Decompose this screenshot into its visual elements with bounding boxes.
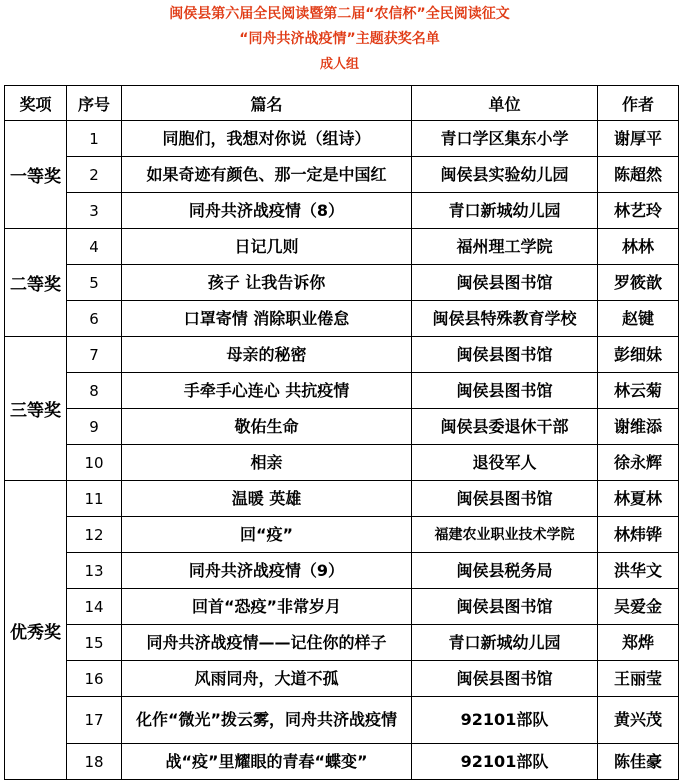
- table-row: [5, 553, 679, 589]
- title-cell: 手牵手心连心 共抗疫情: [122, 373, 412, 409]
- title-cell: 战“疫”里耀眼的青春“蝶变”: [122, 744, 412, 780]
- seq-cell: 1: [67, 121, 122, 157]
- unit-cell: 退役军人: [412, 445, 598, 481]
- title-cell: 同舟共济战疫情——记住你的样子: [122, 625, 412, 661]
- title-cell: 温暖 英雄: [122, 481, 412, 517]
- title-cell: 敬佑生命: [122, 409, 412, 445]
- table-header-row: [5, 86, 679, 121]
- author-cell: 林林: [598, 229, 679, 265]
- page-title: 闽侯县第六届全民阅读暨第二届“农信杯”全民阅读征文: [169, 6, 510, 22]
- author-cell: 吴爱金: [598, 589, 679, 625]
- table-row: [5, 409, 679, 445]
- award-third-prize: 三等奖: [5, 337, 67, 481]
- header-title: 篇名: [122, 86, 412, 121]
- table-row: [5, 265, 679, 301]
- seq-cell: 15: [67, 625, 122, 661]
- header-seq: 序号: [67, 86, 122, 121]
- award-excellence: 优秀奖: [5, 481, 67, 780]
- seq-cell: 14: [67, 589, 122, 625]
- seq-cell: 5: [67, 265, 122, 301]
- author-cell: 陈超然: [598, 157, 679, 193]
- seq-cell: 12: [67, 517, 122, 553]
- table-row: [5, 445, 679, 481]
- header-unit: 单位: [412, 86, 598, 121]
- table-row: [5, 661, 679, 697]
- author-cell: 谢维添: [598, 409, 679, 445]
- title-cell: 母亲的秘密: [122, 337, 412, 373]
- title-cell: 如果奇迹有颜色、那一定是中国红: [122, 157, 412, 193]
- author-cell: 谢厚平: [598, 121, 679, 157]
- seq-cell: 18: [67, 744, 122, 780]
- author-cell: 林炜铧: [598, 517, 679, 553]
- title-cell: 回“疫”: [122, 517, 412, 553]
- unit-cell: 闽侯县图书馆: [412, 661, 598, 697]
- seq-cell: 11: [67, 481, 122, 517]
- header-award: 奖项: [5, 86, 67, 121]
- title-cell: 风雨同舟，大道不孤: [122, 661, 412, 697]
- title-cell: 化作“微光”拨云雾，同舟共济战疫情: [122, 697, 412, 744]
- table-row: [5, 301, 679, 337]
- author-cell: 林艺玲: [598, 193, 679, 229]
- seq-cell: 16: [67, 661, 122, 697]
- author-cell: 林夏林: [598, 481, 679, 517]
- title-cell: 同舟共济战疫情（9）: [122, 553, 412, 589]
- table-row: [5, 517, 679, 553]
- author-cell: 徐永辉: [598, 445, 679, 481]
- table-row: [5, 744, 679, 780]
- seq-cell: 13: [67, 553, 122, 589]
- group-label: 成人组: [319, 57, 359, 72]
- unit-cell: 闽侯县图书馆: [412, 481, 598, 517]
- author-cell: 黄兴茂: [598, 697, 679, 744]
- document-header: [0, 0, 679, 78]
- author-cell: 彭细妹: [598, 337, 679, 373]
- unit-cell: 闽侯县图书馆: [412, 589, 598, 625]
- seq-cell: 9: [67, 409, 122, 445]
- title-cell: 相亲: [122, 445, 412, 481]
- title-cell: 同胞们，我想对你说（组诗）: [122, 121, 412, 157]
- unit-cell: 青口学区集东小学: [412, 121, 598, 157]
- author-cell: 赵键: [598, 301, 679, 337]
- table-row: [5, 229, 679, 265]
- seq-cell: 8: [67, 373, 122, 409]
- unit-cell: 92101部队: [412, 744, 598, 780]
- seq-cell: 6: [67, 301, 122, 337]
- award-first-prize: 一等奖: [5, 121, 67, 229]
- unit-cell: 青口新城幼儿园: [412, 625, 598, 661]
- unit-cell: 福州理工学院: [412, 229, 598, 265]
- seq-cell: 4: [67, 229, 122, 265]
- seq-cell: 3: [67, 193, 122, 229]
- unit-cell: 闽侯县税务局: [412, 553, 598, 589]
- table-row: [5, 625, 679, 661]
- title-cell: 回首“恐疫”非常岁月: [122, 589, 412, 625]
- author-cell: 洪华文: [598, 553, 679, 589]
- table-row: [5, 481, 679, 517]
- author-cell: 罗筱歆: [598, 265, 679, 301]
- seq-cell: 2: [67, 157, 122, 193]
- unit-cell: 闽侯县图书馆: [412, 265, 598, 301]
- table-row: [5, 373, 679, 409]
- table-row: [5, 193, 679, 229]
- unit-cell: 青口新城幼儿园: [412, 193, 598, 229]
- author-cell: 陈佳豪: [598, 744, 679, 780]
- unit-cell: 闽侯县委退休干部: [412, 409, 598, 445]
- title-cell: 孩子 让我告诉你: [122, 265, 412, 301]
- title-cell: 同舟共济战疫情（8）: [122, 193, 412, 229]
- award-second-prize: 二等奖: [5, 229, 67, 337]
- table-row: [5, 697, 679, 744]
- author-cell: 王丽莹: [598, 661, 679, 697]
- page-subtitle: “同舟共济战疫情”主题获奖名单: [239, 31, 440, 47]
- title-cell: 口罩寄情 消除职业倦怠: [122, 301, 412, 337]
- unit-cell: 92101部队: [412, 697, 598, 744]
- seq-cell: 17: [67, 697, 122, 744]
- award-table: [4, 85, 679, 780]
- author-cell: 林云菊: [598, 373, 679, 409]
- unit-cell: 闽侯县图书馆: [412, 373, 598, 409]
- seq-cell: 7: [67, 337, 122, 373]
- unit-cell: 闽侯县实验幼儿园: [412, 157, 598, 193]
- table-row: [5, 589, 679, 625]
- header-author: 作者: [598, 86, 679, 121]
- author-cell: 郑烨: [598, 625, 679, 661]
- seq-cell: 10: [67, 445, 122, 481]
- title-cell: 日记几则: [122, 229, 412, 265]
- unit-cell: 福建农业职业技术学院: [412, 517, 598, 553]
- unit-cell: 闽侯县特殊教育学校: [412, 301, 598, 337]
- unit-cell: 闽侯县图书馆: [412, 337, 598, 373]
- table-row: [5, 337, 679, 373]
- table-row: [5, 121, 679, 157]
- table-row: [5, 157, 679, 193]
